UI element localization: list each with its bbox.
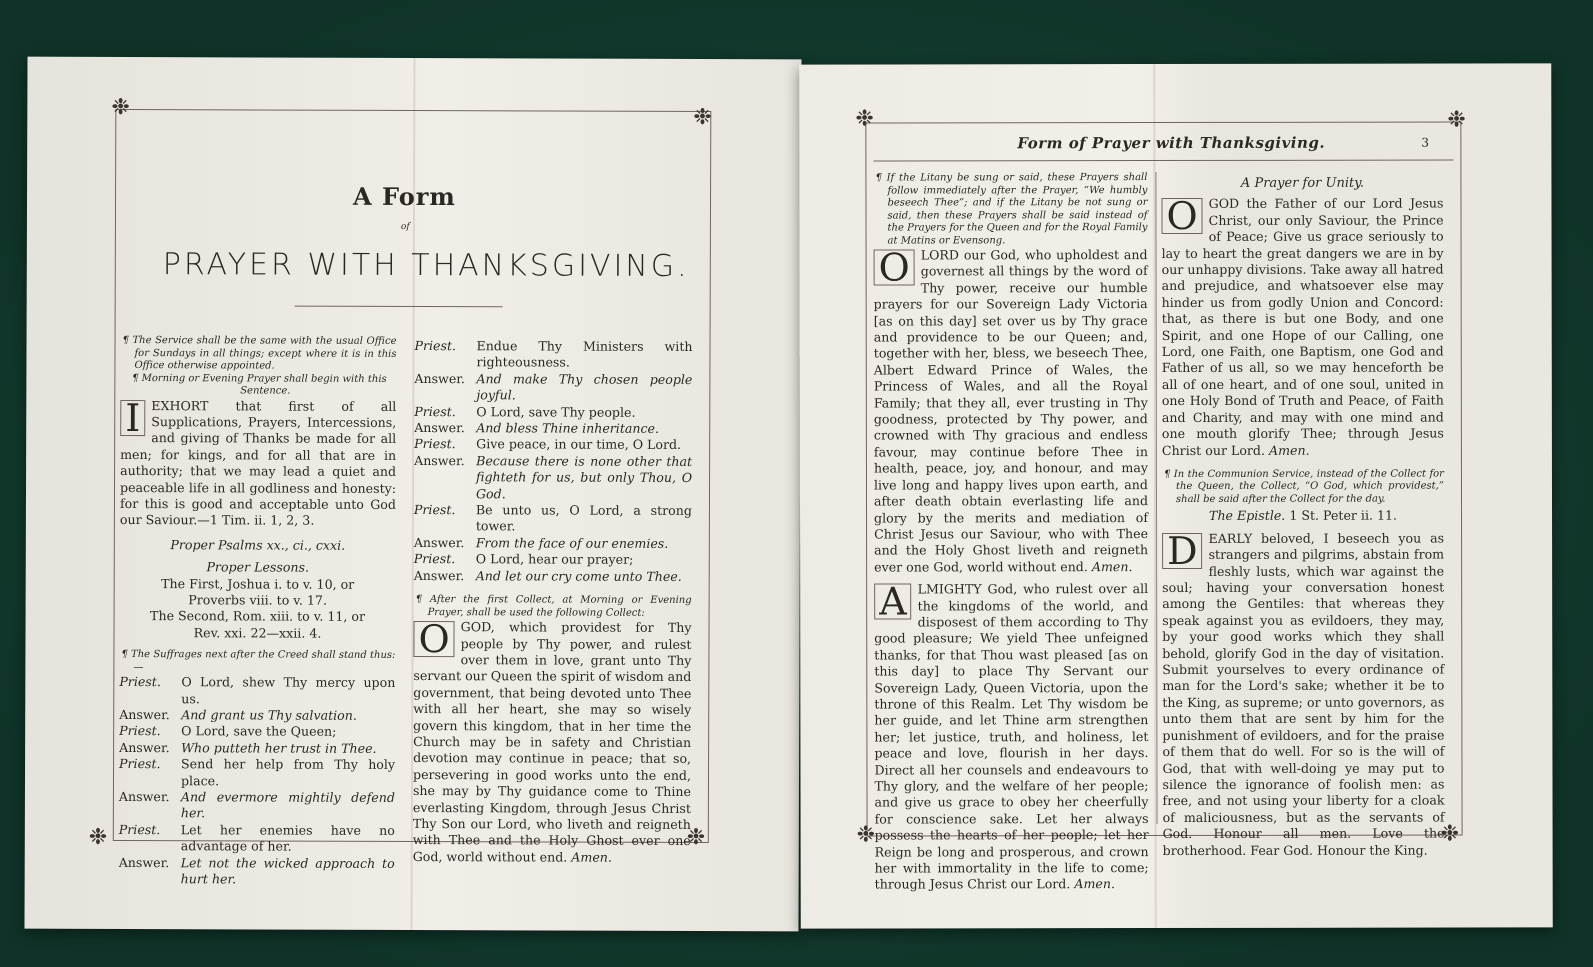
suffrage-text: And let our cry come unto Thee. <box>475 567 682 584</box>
speaker-label: Priest. <box>414 436 456 452</box>
right-page <box>799 63 1553 928</box>
suffrage-row <box>414 404 692 421</box>
suffrage-text: Who putteth her trust in Thee. <box>181 740 377 756</box>
corner-ornament-icon: ❉ <box>856 822 876 848</box>
rubric: ¶ In the Communion Service, instead of the Collect for the Queen, the Collect, “O God, which providest,” shall be said after the Collect for the day. <box>1163 468 1444 505</box>
prayer-for-unity: O GOD the Father of our Lord Jesus Christ, our only Saviour, the Prince of Peace; Give us grace seriously to lay to heart the great dangers we are in by our unhappy divisions. Take away all hatred and prejudice, and whatsoever else may hinder us from godly Union and Concord: that, as there is but one Body, and one Spirit, and one Hope of our Calling, one Lord, one Faith, one Baptism, one God and Father of us all, so we may henceforth be all of one heart, and of one soul, united in one Holy Bond of Truth and Peace, of Faith and Charity, and may with one mind and one mouth glorify Thee; through Jesus Christ our Lord. Amen. <box>1161 194 1444 458</box>
corner-ornament-icon: ❉ <box>1447 107 1466 133</box>
drop-cap: O <box>1161 198 1202 234</box>
suffrage-row <box>414 420 692 437</box>
suffrage-row <box>414 436 692 453</box>
speaker-label: Priest. <box>413 551 456 567</box>
corner-ornament-icon: ❉ <box>1440 821 1460 847</box>
suffrage-row <box>414 371 692 405</box>
proper-psalms: Proper Psalms xx., ci., cxxi. <box>170 536 346 553</box>
suffrage-row <box>119 822 395 856</box>
left-page <box>24 57 801 932</box>
lessons-title: Proper Lessons. <box>206 559 310 575</box>
page-number: 3 <box>1421 135 1430 150</box>
drop-cap: O <box>413 621 454 657</box>
lesson-line: Rev. xxi. 22—xxii. 4. <box>193 625 322 641</box>
speaker-label: Answer. <box>414 452 465 469</box>
corner-ornament-icon: ❉ <box>693 104 712 131</box>
rubric: ¶ Morning or Evening Prayer shall begin with this Sentence. <box>132 372 387 397</box>
epistle-heading: The Epistle. 1 St. Peter ii. 11. <box>1209 508 1398 524</box>
suffrage-row <box>119 723 395 740</box>
suffrage-row <box>119 740 395 757</box>
suffrages-list <box>414 338 693 585</box>
speaker-label: Answer. <box>414 370 465 386</box>
page-title: A Form <box>352 181 456 212</box>
speaker-label: Priest. <box>119 756 161 772</box>
corner-ornament-icon: ❉ <box>111 94 130 121</box>
drop-cap: D <box>1162 533 1203 569</box>
speaker-label: Priest. <box>414 338 457 354</box>
suffrage-row <box>119 707 395 724</box>
title-of: of <box>400 221 410 232</box>
epistle-text: D EARLY beloved, I beseech you as strangers and pilgrims, abstain from fleshly lusts, which war against the soul; having your conversation honest among the Gentiles: that whereas they speak against you as evildoers, they may, by your good works which they shall behold, glorify God in the day of visitation. Submit yourselves to every ordinance of man for the Lord's sake; whether it be to the King, as supreme; or unto governors, as unto them that are sent by him for the punishment of evildoers, and for the praise of them that do well. For so is the will of God, that with well-doing ye may put to silence the ignorance of foolish men: as free, and not using your liberty for a cloak of maliciousness, but as the servants of God. Honour all men. Love the brotherhood. Fear God. Honour the King. <box>1162 528 1445 858</box>
suffrage-text: Let not the wicked approach to hurt her. <box>180 854 395 887</box>
suffrage-row <box>414 568 692 585</box>
running-head: Form of Prayer with Thanksgiving. <box>1017 133 1326 153</box>
thanksgiving-prayer: A LMIGHTY God, who rulest over all the kingdoms of the world, and disposest of them according to Thy good pleasure; We yield Thee unfeigned thanks, for that Thou wast pleased [as on this day] to place Thy Servant our Sovereign Lady, Queen Victoria, upon the throne of this Realm. Let Thy wisdom be her guide, and let Thine arm strengthen her; let justice, truth, and holiness, let peace and love, flourish in her days. Direct all her counsels and endeavours to Thy glory, and the welfare of her people; and give us grace to obey her cheerfully for conscience sake. Let her always possess the hearts of her people; let her Reign be long and prosperous, and crown her with immortality in the life to come; through Jesus Christ our Lord. Amen. <box>874 579 1149 892</box>
rubric: ¶ The Suffrages next after the Creed shall stand thus:— <box>121 649 396 673</box>
lesson-line: The Second, Rom. xiii. to v. 11, or <box>150 608 366 625</box>
suffrage-row <box>414 453 692 503</box>
corner-ornament-icon: ❉ <box>686 824 706 851</box>
prayer-for-queen: O LORD our God, who upholdest and governest all things by the word of Thy power, receive our humble prayers for our Sovereign Lady Victoria [as on this day] set over us by Thy grace and providence to be our Queen; and, together with her, bless, we beseech Thee, Albert Edward Prince of Wales, the Princess of Wales, and all the Royal Family; that they all, ever trusting in Thy goodness, protected by Thy power, and crowned with Thy gracious and endless favour, may continue before Thee in health, peace, joy, and honour, and may live long and happy lives upon earth, and after death obtain everlasting life and glory by the merits and mediation of Christ Jesus our Saviour, who with Thee and the Holy Ghost liveth and reigneth ever one God, world without end. Amen. <box>873 245 1149 575</box>
collect: O GOD, which providest for Thy people by Thy power, and rulest over them in love, grant unto Thy servant our Queen the spirit of wisdom and government, that being devoted unto Thee with all her heart, she may so wisely govern this kingdom, that in her time the Church may be in safety and Christian devotion may continue in peace; that so, persevering in good works unto the end, she may by Thy guidance come to Thine everlasting Kingdom, through Jesus Christ Thy Son our Lord, who liveth and reigneth with Thee and the Holy Ghost ever one God, world without end. Amen. <box>412 617 692 865</box>
speaker-label: Answer. <box>413 534 465 551</box>
left-column-2 <box>413 338 693 866</box>
rubric: ¶ If the Litany be sung or said, these Prayers shall follow immediately after the Prayer, “We humbly beseech Thee”; and if the Litany be not sung or said, then these Prayers shall be said instead of the Prayers for the Queen and for the Royal Family at Matins or Evensong. <box>875 172 1148 247</box>
speaker-label: Answer. <box>414 420 465 436</box>
right-column-2 <box>1161 176 1444 859</box>
rubric: ¶ After the first Collect, at Morning or Evening Prayer, shall be used the following Collect: <box>415 594 692 619</box>
right-column-1 <box>873 172 1148 893</box>
speaker-label: Priest. <box>119 723 161 739</box>
suffrage-text: And make Thy chosen people joyful. <box>476 371 693 403</box>
drop-cap: A <box>874 584 912 620</box>
exhortation: I EXHORT that first of all Supplications, Prayers, Intercessions, and giving of Thanks be made for all men; for kings, and for all that are in authority; that we may lead a quiet and peaceable life in all godliness and honesty: for this is good and acceptable unto God our Saviour.—1 Tim. ii. 1, 2, 3. <box>119 395 397 528</box>
suffrage-row <box>414 535 692 552</box>
suffrage-row <box>119 756 395 790</box>
suffrage-text: And evermore mightily defend her. <box>180 789 395 821</box>
suffrage-text: O Lord, save Thy people. <box>476 403 636 420</box>
suffrage-text: O Lord, hear our prayer; <box>475 551 634 568</box>
suffrages-list <box>119 674 396 888</box>
suffrage-row <box>414 551 692 568</box>
suffrage-text: Send her help from Thy holy place. <box>180 756 396 788</box>
lesson-line: The First, Joshua i. to v. 10, or <box>161 575 355 592</box>
suffrage-text: And grant us Thy salvation. <box>181 707 357 723</box>
suffrage-text: Be unto us, O Lord, a strong tower. <box>475 502 692 534</box>
suffrage-text: Because there is none other that fighteth for us, but only Thou, O God. <box>475 453 693 501</box>
section-title: A Prayer for Unity. <box>1240 175 1364 191</box>
suffrage-row <box>119 674 395 708</box>
speaker-label: Priest. <box>119 674 161 690</box>
corner-ornament-icon: ❉ <box>88 824 108 850</box>
suffrage-row <box>119 855 395 889</box>
drop-cap: O <box>874 249 915 285</box>
speaker-label: Answer. <box>118 789 170 805</box>
corner-ornament-icon: ❉ <box>855 106 874 132</box>
speaker-label: Priest. <box>414 403 456 419</box>
suffrage-row <box>119 789 395 823</box>
left-column-1 <box>119 335 397 888</box>
suffrage-text: Endue Thy Ministers with righteousness. <box>476 338 693 370</box>
speaker-label: Answer. <box>119 706 170 723</box>
lesson-line: Proverbs viii. to v. 17. <box>188 592 327 608</box>
speaker-label: Answer. <box>413 567 465 583</box>
suffrage-row <box>414 502 692 536</box>
suffrage-text: O Lord, save the Queen; <box>181 723 337 740</box>
page-subtitle: PRAYER WITH THANKSGIVING. <box>162 247 690 284</box>
rubric: ¶ The Service shall be the same with the usual Office for Sundays in all things; except where it is in this Office otherwise appointed. <box>122 334 397 372</box>
drop-cap: I <box>120 399 145 435</box>
speaker-label: Answer. <box>118 854 170 870</box>
speaker-label: Priest. <box>118 821 161 837</box>
suffrage-text: Let her enemies have no advantage of her. <box>180 822 395 854</box>
suffrage-text: Give peace, in our time, O Lord. <box>476 436 682 453</box>
speaker-label: Priest. <box>413 502 456 518</box>
suffrage-text: O Lord, shew Thy mercy upon us. <box>181 674 396 706</box>
suffrage-text: And bless Thine inheritance. <box>476 420 660 436</box>
suffrage-row <box>414 338 692 372</box>
speaker-label: Answer. <box>119 739 170 755</box>
suffrage-text: From the face of our enemies. <box>475 535 669 551</box>
